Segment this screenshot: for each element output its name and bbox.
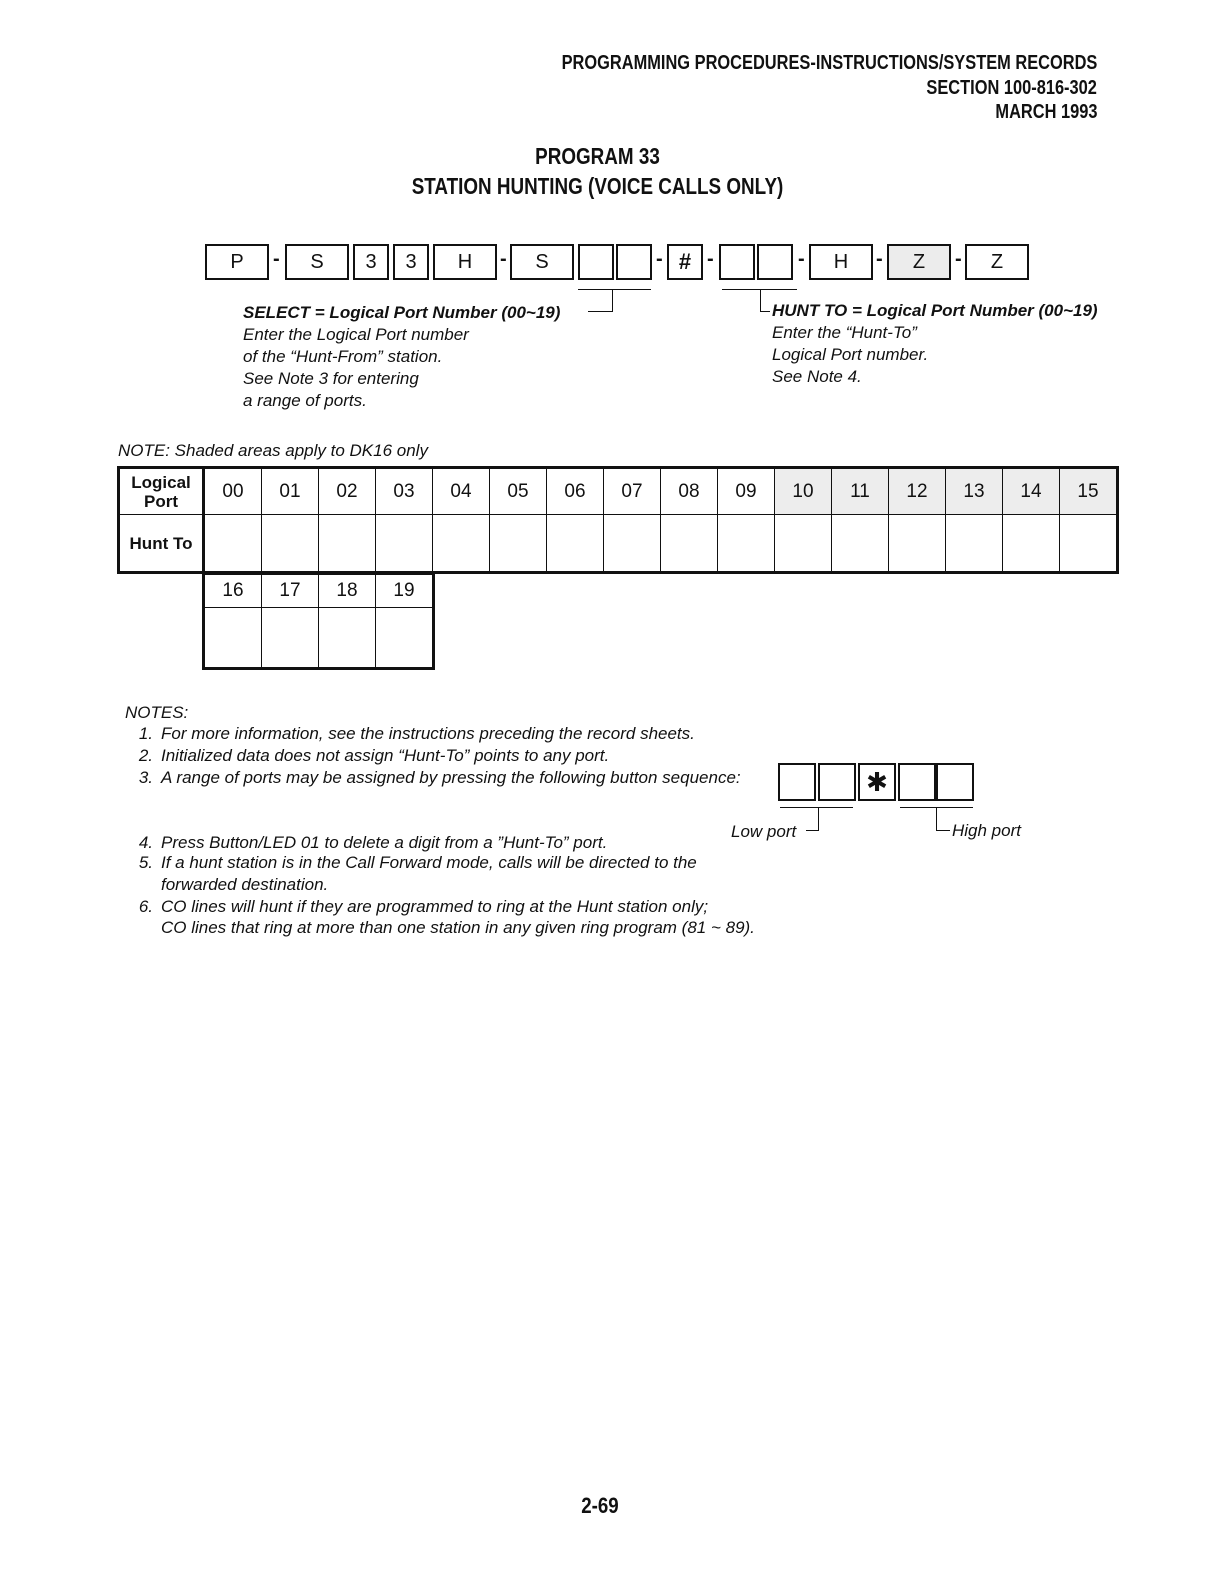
key-select-digit-1 xyxy=(578,244,614,280)
hunt-to-cell xyxy=(262,608,319,669)
key-s: S xyxy=(285,244,349,280)
key-3: 3 xyxy=(353,244,389,280)
note-text: If a hunt station is in the Call Forward mode, calls will be directed to the xyxy=(161,853,697,872)
hunt-caption-line: Logical Port number. xyxy=(772,345,929,364)
port-cell: 04 xyxy=(433,468,490,515)
note-number: 3. xyxy=(138,768,153,787)
hunt-caption xyxy=(772,300,1098,388)
select-caption-line: a range of ports. xyxy=(243,391,367,410)
row-header-hunt-to: Hunt To xyxy=(119,515,204,573)
hunt-to-cell xyxy=(433,515,490,573)
dash: - xyxy=(656,248,663,270)
notes-heading: NOTES: xyxy=(125,703,189,722)
port-cell: 19 xyxy=(376,575,434,608)
range-low-digit-2 xyxy=(818,763,856,801)
hunt-to-cell xyxy=(1003,515,1060,573)
range-high-digit-1 xyxy=(898,763,936,801)
port-cell: 09 xyxy=(718,468,775,515)
port-cell: 03 xyxy=(376,468,433,515)
port-cell-shaded: 11 xyxy=(832,468,889,515)
port-cell-shaded: 13 xyxy=(946,468,1003,515)
low-port-bracket xyxy=(780,807,853,808)
key-hash: # xyxy=(667,244,703,280)
dash: - xyxy=(798,248,805,270)
port-cell: 05 xyxy=(490,468,547,515)
port-cell: 18 xyxy=(319,575,376,608)
dash: - xyxy=(955,248,962,270)
row-header-logical-port: Logical Port xyxy=(119,468,204,515)
note-text: Initialized data does not assign “Hunt-To” points to any port. xyxy=(161,746,610,765)
note-text: Press Button/LED 01 to delete a digit from a ”Hunt-To” port. xyxy=(161,833,608,852)
port-table-extended xyxy=(202,574,435,670)
header-date: MARCH 1993 xyxy=(994,101,1097,123)
port-cell: 07 xyxy=(604,468,661,515)
hunt-bracket-foot xyxy=(760,311,770,312)
low-port-label: Low port xyxy=(731,822,797,841)
note-6 xyxy=(138,897,709,917)
hunt-to-cell xyxy=(604,515,661,573)
hunt-to-cell xyxy=(661,515,718,573)
select-caption-heading: SELECT = Logical Port Number (00~19) xyxy=(243,303,561,322)
hunt-to-cell xyxy=(946,515,1003,573)
select-bracket xyxy=(578,289,651,290)
key-select-digit-2 xyxy=(616,244,652,280)
port-cell-shaded: 10 xyxy=(775,468,832,515)
program-title: PROGRAM 33 xyxy=(535,143,660,169)
port-cell: 06 xyxy=(547,468,604,515)
header-line-1: PROGRAMMING PROCEDURES-INSTRUCTIONS/SYSTEM RECORDS xyxy=(561,52,1097,74)
hunt-caption-heading: HUNT TO = Logical Port Number (00~19) xyxy=(772,301,1098,320)
key-h: H xyxy=(809,244,873,280)
key-3: 3 xyxy=(393,244,429,280)
note-number: 6. xyxy=(138,897,153,916)
hunt-to-cell xyxy=(376,608,434,669)
port-cell: 17 xyxy=(262,575,319,608)
star-key: ✱ xyxy=(858,763,896,801)
note-number: 1. xyxy=(138,724,153,743)
port-cell-shaded: 15 xyxy=(1060,468,1118,515)
select-caption xyxy=(243,302,560,412)
high-port-label: High port xyxy=(952,821,1021,840)
range-high-digit-2 xyxy=(936,763,974,801)
select-bracket-stem xyxy=(612,290,613,312)
hunt-bracket-stem xyxy=(760,290,761,312)
hunt-to-cell xyxy=(775,515,832,573)
key-p: P xyxy=(205,244,269,280)
port-cell: 16 xyxy=(204,575,262,608)
high-port-bracket-stem xyxy=(936,808,937,831)
note-4 xyxy=(138,833,608,853)
low-port-bracket-stem xyxy=(818,808,819,831)
high-port-bracket-foot xyxy=(936,830,950,831)
note-text: CO lines will hunt if they are programmed to ring at the Hunt station only; xyxy=(161,897,709,916)
key-h: H xyxy=(433,244,497,280)
key-s: S xyxy=(510,244,574,280)
hunt-to-cell xyxy=(262,515,319,573)
note-6-cont: CO lines that ring at more than one station in any given ring program (81 ~ 89). xyxy=(161,918,755,937)
hunt-caption-line: Enter the “Hunt-To” xyxy=(772,323,917,342)
note-3 xyxy=(138,768,741,788)
hunt-to-cell xyxy=(376,515,433,573)
dash: - xyxy=(273,248,280,270)
hunt-to-cell xyxy=(490,515,547,573)
port-cell: 02 xyxy=(319,468,376,515)
key-z: Z xyxy=(965,244,1029,280)
low-port-bracket-foot xyxy=(806,830,819,831)
range-low-digit-1 xyxy=(778,763,816,801)
note-text: A range of ports may be assigned by pressing the following button sequence: xyxy=(161,768,741,787)
hunt-to-cell xyxy=(832,515,889,573)
shaded-note: NOTE: Shaded areas apply to DK16 only xyxy=(118,441,428,460)
key-hunt-digit-1 xyxy=(719,244,755,280)
port-cell: 01 xyxy=(262,468,319,515)
key-hunt-digit-2 xyxy=(757,244,793,280)
note-5 xyxy=(138,853,697,873)
note-2 xyxy=(138,746,610,766)
dash: - xyxy=(876,248,883,270)
hunt-to-cell xyxy=(204,515,262,573)
program-subtitle: STATION HUNTING (VOICE CALLS ONLY) xyxy=(411,173,784,199)
port-table xyxy=(117,466,1119,574)
hunt-caption-line: See Note 4. xyxy=(772,367,862,386)
port-cell-shaded: 12 xyxy=(889,468,946,515)
hunt-to-cell xyxy=(718,515,775,573)
port-cell: 08 xyxy=(661,468,718,515)
page-number: 2-69 xyxy=(581,1493,619,1518)
select-caption-line: of the “Hunt-From” station. xyxy=(243,347,443,366)
header-section: SECTION 100-816-302 xyxy=(926,77,1097,99)
hunt-to-cell xyxy=(547,515,604,573)
select-caption-line: Enter the Logical Port number xyxy=(243,325,469,344)
note-number: 4. xyxy=(138,833,153,852)
note-5-cont: forwarded destination. xyxy=(161,875,329,894)
hunt-to-cell xyxy=(319,608,376,669)
dash: - xyxy=(707,248,714,270)
hunt-to-cell xyxy=(319,515,376,573)
key-z-shaded: Z xyxy=(887,244,951,280)
port-cell-shaded: 14 xyxy=(1003,468,1060,515)
select-caption-line: See Note 3 for entering xyxy=(243,369,419,388)
hunt-to-cell xyxy=(1060,515,1118,573)
port-cell: 00 xyxy=(204,468,262,515)
note-number: 5. xyxy=(138,853,153,872)
note-1 xyxy=(138,724,695,744)
hunt-to-cell xyxy=(889,515,946,573)
note-number: 2. xyxy=(138,746,153,765)
note-text: For more information, see the instructions preceding the record sheets. xyxy=(161,724,695,743)
dash: - xyxy=(500,248,507,270)
hunt-to-cell xyxy=(204,608,262,669)
select-bracket-foot xyxy=(588,311,613,312)
